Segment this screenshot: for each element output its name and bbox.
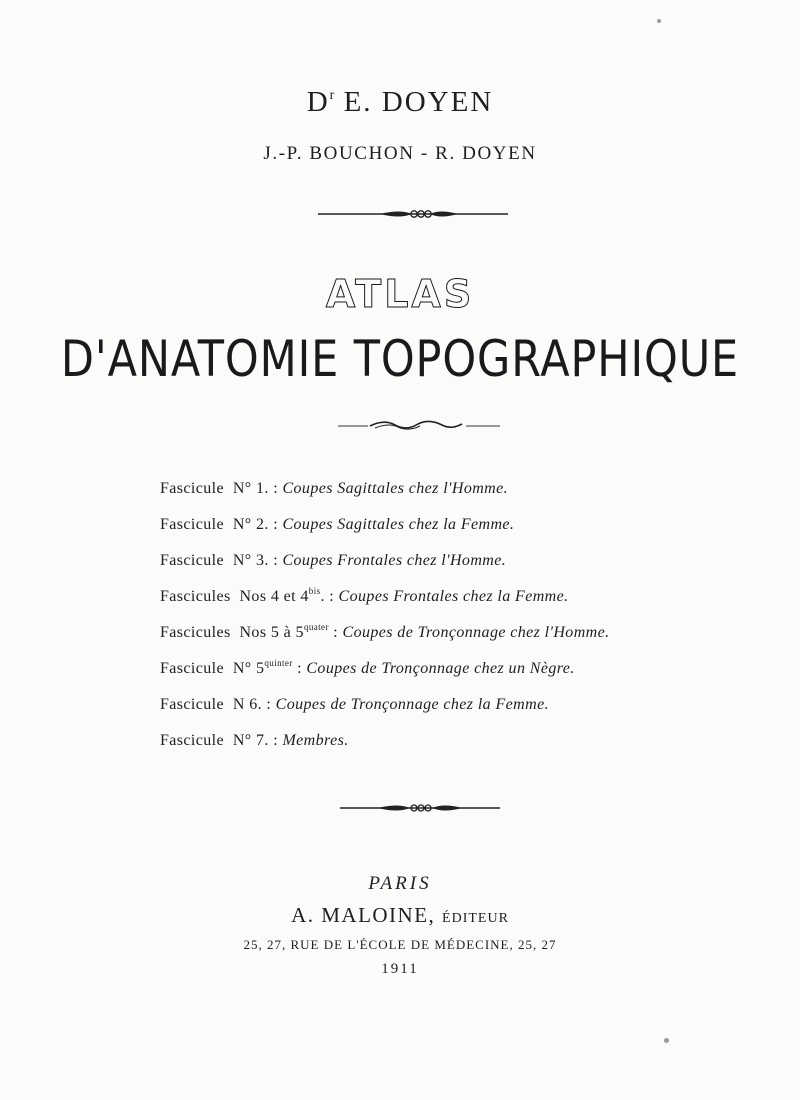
fascicle-label: Fascicule (160, 552, 225, 569)
fascicle-item (160, 478, 780, 514)
imprint-city: PARIS (368, 873, 432, 894)
fascicle-separator: : (268, 516, 283, 533)
imprint-publisher (0, 903, 800, 928)
fascicle-description: Coupes de Tronçonnage chez l'Homme. (342, 624, 610, 641)
fascicle-number (233, 516, 269, 533)
fascicle-separator: : (262, 696, 276, 713)
fascicle-number (233, 480, 269, 497)
coauthors-line: J.-P. BOUCHON - R. DOYEN (263, 143, 537, 164)
author-prefix: D (306, 86, 330, 118)
publisher-name: A. MALOINE, (291, 903, 436, 927)
fascicle-number (239, 588, 320, 605)
fascicle-separator: : (268, 480, 283, 497)
bottom-ornament-rule (0, 798, 800, 818)
fascicle-number-sup: bis (308, 586, 321, 596)
fascicle-label: Fascicules (160, 588, 231, 605)
fascicle-description: Coupes de Tronçonnage chez la Femme. (275, 696, 549, 713)
fascicle-item (160, 586, 780, 622)
fascicle-description: Coupes Frontales chez la Femme. (338, 588, 569, 605)
fascicle-number (233, 660, 293, 677)
fascicle-separator: : (292, 660, 307, 677)
fascicle-number (233, 732, 269, 749)
fascicle-separator: : (328, 624, 343, 641)
title-main: D'ANATOMIE TOPOGRAPHIQUE (60, 330, 740, 388)
author-prefix-sup: r (329, 88, 335, 103)
top-ornament-rule (0, 204, 800, 224)
fascicle-description: Coupes Sagittales chez l'Homme. (282, 480, 509, 497)
fascicle-number (233, 696, 262, 713)
fascicle-number-text: N° 3. (232, 552, 269, 569)
fascicle-number-sup: quinter (264, 658, 293, 668)
fascicle-description: Coupes Frontales chez l'Homme. (282, 552, 507, 569)
fascicle-label: Fascicules (160, 624, 231, 641)
author-line (0, 86, 800, 119)
fascicle-item (160, 694, 780, 730)
fascicle-number (239, 624, 328, 641)
fascicle-number-text: N° 7. (232, 732, 269, 749)
fascicle-number-text: N° 5 (232, 660, 265, 677)
fascicle-number-text: N° 1. (232, 480, 269, 497)
fascicle-item (160, 514, 780, 550)
fascicle-item (160, 550, 780, 586)
fascicle-number-text: Nos 4 et 4 (239, 588, 309, 605)
fascicle-item (160, 658, 780, 694)
imprint-year: 1911 (381, 961, 419, 977)
fascicle-number (233, 552, 269, 569)
title-atlas: ATLAS (325, 272, 475, 316)
fascicle-description: Coupes Sagittales chez la Femme. (282, 516, 515, 533)
imprint-address: 25, 27, RUE DE L'ÉCOLE DE MÉDECINE, 25, 27 (243, 937, 557, 952)
fascicle-label: Fascicule (160, 696, 225, 713)
fascicle-item (160, 622, 780, 658)
fascicle-label: Fascicule (160, 732, 225, 749)
paper-speck (664, 1038, 669, 1043)
publisher-role: ÉDITEUR (442, 911, 509, 926)
fascicle-separator: : (268, 552, 283, 569)
fascicle-number-text: N° 2. (232, 516, 269, 533)
paper-speck (657, 19, 661, 23)
fascicle-number-sup: quater (303, 622, 329, 632)
fascicle-label: Fascicule (160, 480, 225, 497)
fascicle-number-text: N 6. (232, 696, 262, 713)
fascicle-label: Fascicule (160, 660, 225, 677)
middle-ornament-rule (0, 415, 800, 435)
fascicle-description: Coupes de Tronçonnage chez un Nègre. (306, 660, 575, 677)
fascicle-description: Membres. (282, 732, 349, 749)
fascicle-item (160, 730, 780, 766)
fascicle-number-text: Nos 5 à 5 (239, 624, 304, 641)
fascicle-label: Fascicule (160, 516, 225, 533)
fascicle-separator: . : (320, 588, 339, 605)
fascicle-separator: : (268, 732, 283, 749)
author-name: E. DOYEN (343, 86, 494, 118)
fascicle-list (160, 478, 780, 766)
